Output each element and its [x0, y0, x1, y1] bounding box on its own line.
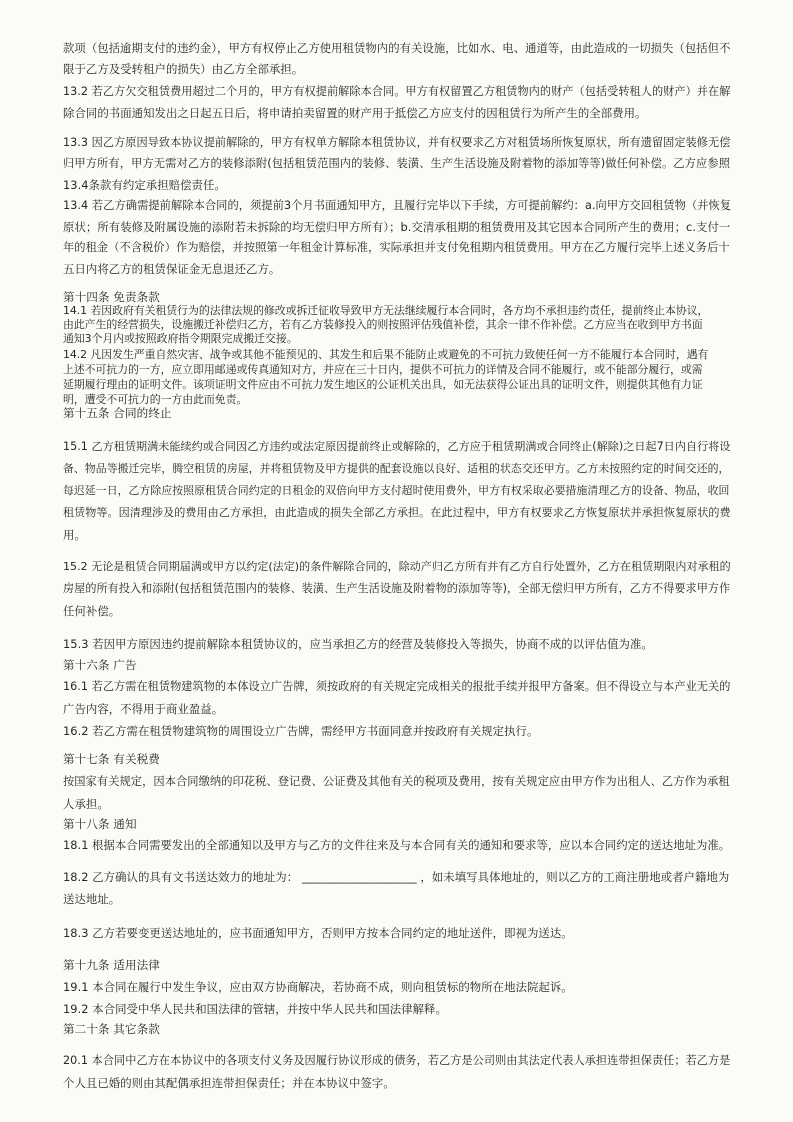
text-line: 除合同的书面通知发出之日起五日后，将申请拍卖留置的财产用于抵偿乙方应支付的因租赁行为所产生的全部费用。	[63, 106, 647, 120]
text-line: 限于乙方及受转租户的损失）由乙方全部承担。	[63, 62, 304, 76]
text-line: 送达地址。	[63, 892, 121, 906]
text-line: 19.2 本合同受中华人民共和国法律的管辖，并按中华人民共和国法律解释。	[63, 1002, 447, 1016]
text-line: 个人且已婚的则由其配偶承担连带担保责任；并在本协议中签字。	[63, 1076, 395, 1090]
text-line: 18.1 根据本合同需要发出的全部通知以及甲方与乙方的文件往来及与本合同有关的通知和要求等，应以本合同约定的送达地址为准。	[63, 838, 731, 852]
text-line: 由此产生的经营损失，设施搬迁补偿归乙方，若有乙方装修投入的则按照评估残值补偿，其余一律不作补偿。乙方应当在收到甲方书面	[63, 318, 703, 331]
text-line: 房屋的所有投入和添附(包括租赁范围内的装修、装潢、生产生活设施及附着物的添加等等)，全部无偿归甲方所有，乙方不得要求甲方作	[63, 582, 731, 595]
text-line: 任何补偿。	[63, 604, 121, 618]
section-heading: 第十六条 广告	[63, 658, 137, 672]
text-line: 13.4条款有约定承担赔偿责任。	[63, 178, 226, 192]
text-line: 13.3 因乙方原因导致本协议提前解除的，甲方有权单方解除本租赁协议，并有权要求乙方对租赁场所恢复原状，所有遗留固定装修无偿	[63, 136, 731, 149]
section-heading: 第十五条 合同的终止	[63, 406, 172, 420]
text-line: 14.1 若因政府有关租赁行为的法律法规的修改或拆迁征收导致甲方无法继续履行本合同时，各方均不承担违约责任，提前终止本协议，	[63, 304, 709, 317]
section-heading: 第十九条 适用法律	[63, 958, 160, 972]
text-line: 19.1 本合同在履行中发生争议，应由双方协商解决，若协商不成，则向租赁标的物所在地法院起诉。	[63, 980, 573, 994]
text-line: 13.2 若乙方欠交租赁费用超过二个月的，甲方有权提前解除本合同。甲方有权留置乙方租赁物内的财产（包括受转租人的财产）并在解	[63, 85, 731, 98]
text-line: 广告内容，不得用于商业盈益。	[63, 702, 224, 716]
text-line: 五日内将乙方的租赁保证金无息退还乙方。	[63, 262, 281, 276]
text-line: 租赁物等。因清理涉及的费用由乙方承担，由此造成的损失全部乙方承担。在此过程中，甲方有权要求乙方恢复原状并承担恢复原状的费	[63, 506, 731, 519]
text-line: 备、物品等搬迁完毕，腾空租赁的房屋，并将租赁物及甲方提供的配套设施以良好、适租的状态交还甲方。乙方未按照约定的时间交还的，	[63, 462, 730, 475]
section-heading: 第十七条 有关税费	[63, 752, 160, 766]
section-heading: 第十八条 通知	[63, 817, 137, 831]
text-line: 原状；所有装修及附属设施的添附若未拆除的均无偿归甲方所有）；b.交清承租期的租赁费用及其它因本合同所产生的费用；c.支付一	[63, 220, 731, 234]
section-heading: 第二十条 其它条款	[63, 1022, 160, 1036]
text-line: 年的租金（不含税价）作为赔偿，并按照第一年租金计算标准，实际承担并支付免租期内租赁费用。甲方在乙方履行完毕上述义务后十	[63, 241, 730, 254]
text-line: 按国家有关规定，因本合同缴纳的印花税、登记费、公证费及其他有关的税项及费用，按有关规定应由甲方作为出租人、乙方作为承租	[63, 775, 730, 788]
text-line: 15.2 无论是租赁合同期届满或甲方以约定(法定)的条件解除合同的，除动产归乙方所有并有乙方自行处置外，乙方在租赁期限内对承租的	[63, 560, 731, 573]
text-line: 15.1 乙方租赁期满未能续约或合同因乙方违约或法定原因提前终止或解除的，乙方应于租赁期满或合同终止(解除)之日起7日内自行将设	[63, 440, 731, 453]
text-line: 上述不可抗力的一方，应立即用邮递或传真通知对方，并应在三十日内，提供不可抗力的详情及合同不能履行，或不能部分履行，或需	[63, 363, 703, 376]
text-line: 每迟延一日，乙方除应按照原租赁合同约定的日租金的双倍向甲方支付超时使用费外，甲方有权采取必要措施清理乙方的设备、物品，收回	[63, 484, 730, 497]
address-field-line: 18.2 乙方确认的具有文书送达效力的地址为： ____________________ ，如未填写具体地址的，则以乙方的工商注册地或者户籍地为	[63, 870, 730, 884]
text-line: 14.2 凡因发生严重自然灾害、战争或其他不能预见的、其发生和后果不能防止或避免的不可抗力致使任何一方不能履行本合同时，遇有	[63, 348, 709, 361]
text-line: 通知3个月内或按照政府指令期限完成搬迁交接。	[63, 332, 298, 345]
text-line: 18.3 乙方若要变更送达地址的，应书面通知甲方，否则甲方按本合同约定的地址送件，即视为送达。	[63, 926, 573, 940]
text-line: 16.1 若乙方需在租赁物建筑物的本体设立广告牌，须按政府的有关规定完成相关的报批手续并报甲方备案。但不得设立与本产业无关的	[63, 680, 731, 693]
text-line: 归甲方所有，甲方无需对乙方的装修添附(包括租赁范围内的装修、装潢、生产生活设施及附着物的添加等等)做任何补偿。乙方应参照	[63, 157, 731, 170]
text-line: 13.4 若乙方确需提前解除本合同的，须提前3个月书面通知甲方，且履行完毕以下手续，方可提前解约：a.向甲方交回租赁物（并恢复	[63, 199, 732, 212]
text-line: 人承担。	[63, 797, 109, 811]
text-line: 款项（包括逾期支付的违约金），甲方有权停止乙方使用租赁物内的有关设施，比如水、电、通道等，由此造成的一切损失（包括但不	[63, 41, 731, 55]
text-line: 16.2 若乙方需在租赁物建筑物的周围设立广告牌，需经甲方书面同意并按政府有关规定执行。	[63, 724, 539, 738]
text-line: 用。	[63, 528, 86, 542]
text-line: 20.1 本合同中乙方在本协议中的各项支付义务及因履行协议形成的债务，若乙方是公司则由其法定代表人承担连带担保责任；若乙方是	[63, 1054, 731, 1067]
text-line: 15.3 若因甲方原因违约提前解除本租赁协议的，应当承担乙方的经营及装修投入等损失，协商不成的以评估值为准。	[63, 637, 653, 651]
section-heading: 第十四条 免责条款	[63, 290, 160, 304]
text-line: 延期履行理由的证明文件。该项证明文件应由不可抗力发生地区的公证机关出具，如无法获得公证出具的证明文件，则提供其他有力证	[63, 378, 703, 391]
text-line: 明，遭受不可抗力的一方由此而免责。	[63, 393, 248, 406]
